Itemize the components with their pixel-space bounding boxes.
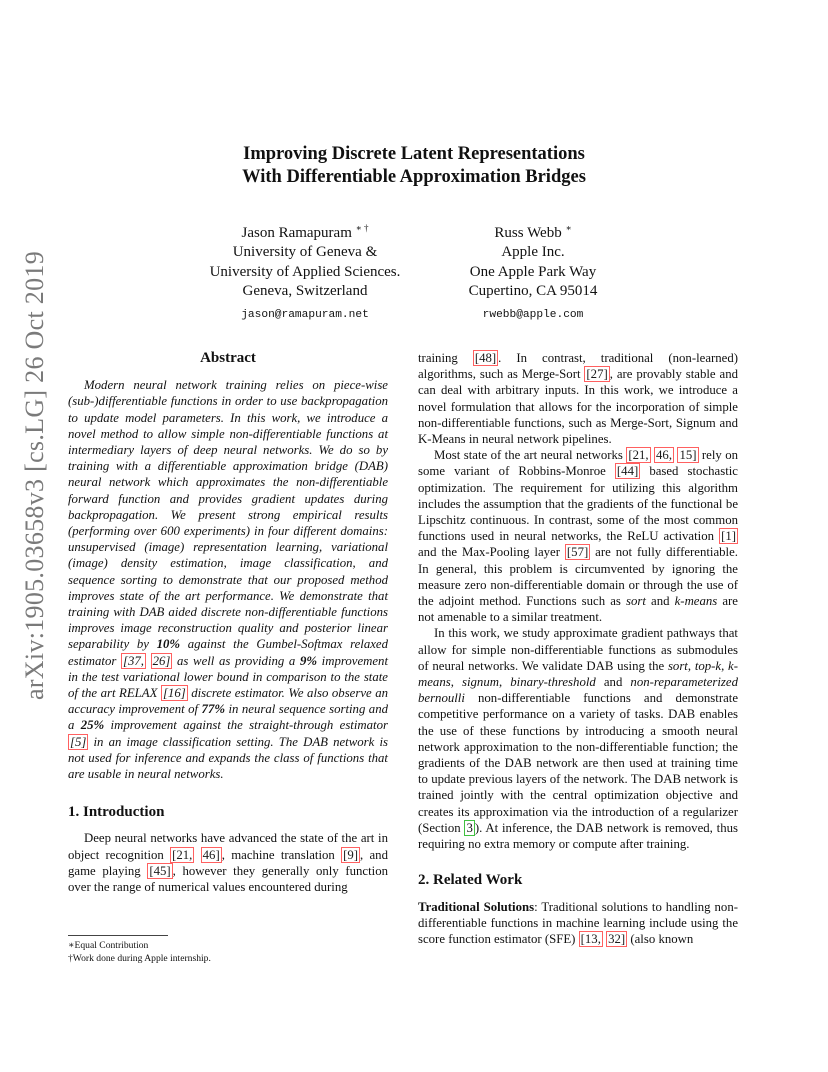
body-paragraph: Most state of the art neural networks [21, 46, 15] rely on some variant of Robbins-Monroe [44] based stochastic optimization. The requirement for utilizing this algorithm includes the assumption that the gradients of the functional be Lipschitz continuous. In contrast, some of the most common functions used in neural networks, the ReLU activation [1] and the Max-Pooling layer [57] are not fully differentiable. In general, this problem is circumvented by ignoring the measure zero non-differentiable domain or through the use of the adjoint method. Functions such as sort and k-means are not amenable to a similar treatment. <box>418 448 739 625</box>
section-heading-related-work: 2. Related Work <box>418 872 523 889</box>
intro-paragraph: Deep neural networks have advanced the state of the art in object recognition [21, 46] , machine translation [9] , and game playing [45] , however they generally only function over the range of numerical values encountered during <box>68 831 388 895</box>
left-column <box>68 350 388 895</box>
citation-link[interactable]: 15] <box>679 448 697 463</box>
arxiv-identifier: arXiv:1905.03658v3 [cs.LG] 26 Oct 2019 <box>20 251 49 700</box>
footnotes <box>68 935 388 965</box>
citation-link[interactable]: [9] <box>343 847 359 862</box>
citation-link[interactable]: [16] <box>162 686 186 701</box>
citation-link[interactable]: [1] <box>721 529 736 544</box>
section-heading-introduction: 1. Introduction <box>68 804 165 821</box>
author-block-2 <box>433 219 633 325</box>
body-paragraph: training [48] . In contrast, traditional (non-learned) algorithms, such as Merge-Sort [27] , are provably stable and can deal with arbitrary inputs. In this work, we introduce a novel formulation that allows for the incorporation of simple non-differentiable functions, such as Merge-Sort, Signum and K-Means in neural network pipelines. <box>418 351 738 447</box>
author-name: Russ Webb <box>494 225 562 241</box>
author-email[interactable]: rwebb@apple.com <box>482 308 584 321</box>
citation-link[interactable]: [21, <box>172 847 193 862</box>
footnote-1: ∗Equal Contribution <box>68 940 149 951</box>
author-block-1 <box>190 219 420 325</box>
author-affiliation: University of Geneva & <box>232 244 378 261</box>
title-line-1: Improving Discrete Latent Representations <box>243 144 585 164</box>
author-affiliation: Apple Inc. <box>501 244 565 261</box>
citation-link[interactable]: [5] <box>70 734 87 749</box>
author-affiliation: Geneva, Switzerland <box>242 283 368 300</box>
citation-link[interactable]: 46, <box>656 448 673 463</box>
citation-link[interactable]: [45] <box>149 863 171 878</box>
author-marks: ∗ <box>565 223 572 233</box>
author-affiliation: University of Applied Sciences. <box>209 263 401 280</box>
right-column <box>418 350 738 947</box>
body-paragraph: In this work, we study approximate gradient pathways that allow for simple non-differentiable functions as submodules of neural networks. We validate DAB using the sort, top-k, k-means, signum, binary-threshold and non-reparameterized bernoulli non-differentiable functions and demonstrate competitive performance on a variety of tasks. DAB enables the use of these functions by introducing a smooth neural network approximation to the non-differentiable function; the gradients of the DAB network are then used at training time to update previous layers of the network. The DAB network is trained jointly with the central optimization objective and creates its approximation via the introduction of a regularizer (Section 3 ). At inference, the DAB network is removed, thus requiring no extra memory or compute after training. <box>418 626 738 852</box>
citation-link[interactable]: [27] <box>586 367 608 382</box>
citation-link[interactable]: [44] <box>616 464 639 479</box>
title-line-2: With Differentiable Approximation Bridges <box>242 167 586 187</box>
section-link[interactable]: 3 <box>466 820 473 835</box>
citation-link[interactable]: 32] <box>608 931 626 946</box>
author-marks: ∗ † <box>355 223 369 233</box>
author-name: Jason Ramapuram <box>241 225 352 241</box>
citation-link[interactable]: [48] <box>474 351 497 365</box>
citation-link[interactable]: [57] <box>566 545 589 560</box>
body-paragraph: Traditional Solutions: Traditional solutions to handling non-differentiable functions in machine learning include using the score function estimator (SFE) [13, 32] (also known <box>418 899 738 946</box>
citation-link[interactable]: 46] <box>202 847 220 862</box>
abstract-text: Modern neural network training relies on piece-wise (sub-)differentiable functions in order to use backpropagation to update model parameters. In this work, we introduce a novel method to allow simple non-differentiable functions at intermediary layers of deep neural networks. We do so by training with a differentiable approximation bridge (DAB) neural network which approximates the non-differentiable forward function and provides gradient updates during backpropagation. We present strong empirical results (performing over 600 experiments) in four different domains: unsupervised (image) representation learning, variational (image) density estimation, image classification, and sequence sorting to demonstrate that our proposed method improves state of the art performance. We demonstrate that training with DAB aided discrete non-differentiable functions improves image reconstruction quality and posterior linear separability by 10% against the Gumbel-Softmax relaxed estimator [37, 26] as well as providing a 9% improvement in the test variational lower bound in comparison to the state of the art RELAX [16] discrete estimator. We also observe an accuracy improvement of 77% in neural sequence sorting and a 25% improvement against the straight-through estimator [5] in an image classification setting. The DAB network is not used for inference and expands the class of functions that are usable in neural networks. <box>68 378 389 782</box>
paper-title <box>0 143 828 189</box>
citation-link[interactable]: [13, <box>580 931 601 946</box>
citation-link[interactable]: [37, <box>122 653 144 668</box>
citation-link[interactable]: 26] <box>152 653 171 668</box>
citation-link[interactable]: [21, <box>628 448 649 463</box>
author-email[interactable]: jason@ramapuram.net <box>241 308 369 321</box>
abstract-heading: Abstract <box>200 350 256 366</box>
author-affiliation: Cupertino, CA 95014 <box>468 283 598 300</box>
footnote-rule <box>68 935 168 936</box>
author-affiliation: One Apple Park Way <box>469 263 597 280</box>
footnote-2: †Work done during Apple internship. <box>68 952 211 964</box>
